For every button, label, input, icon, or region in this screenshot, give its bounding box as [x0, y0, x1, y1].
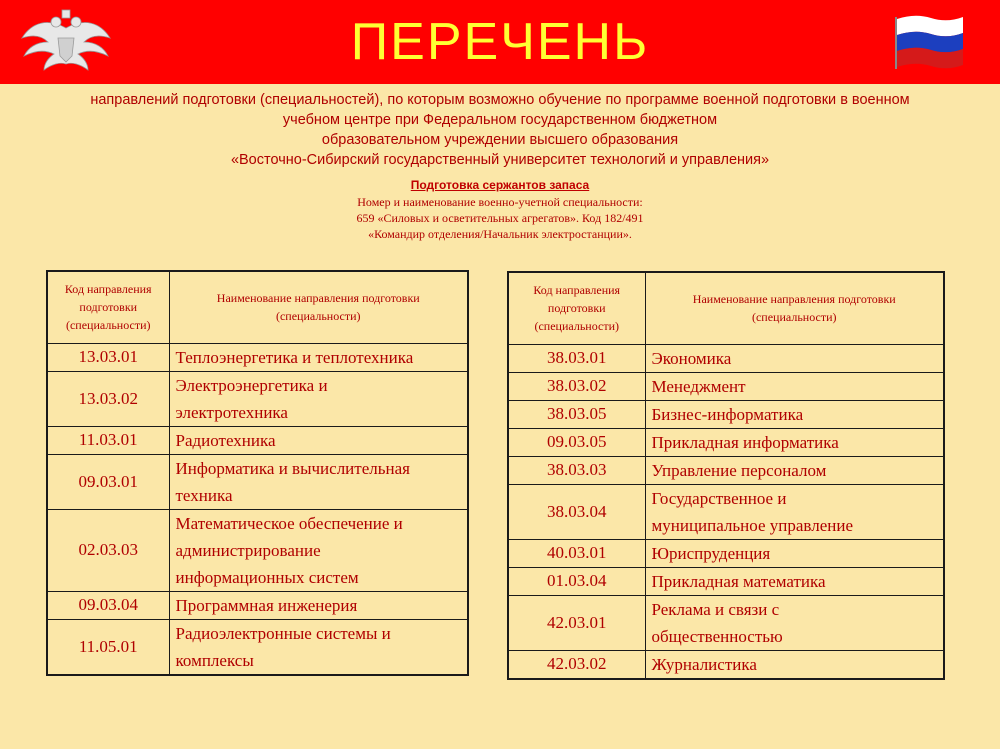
spec-line: 659 «Силовых и осветительных агрегатов». Код 182/491	[356, 211, 644, 225]
section-title: Подготовка сержантов запаса	[410, 178, 590, 192]
direction-name-line: Электроэнергетика и	[175, 375, 328, 395]
direction-name-line: Радиоэлектронные системы и	[175, 623, 391, 643]
direction-code: 09.03.01	[47, 454, 169, 509]
direction-code: 13.03.02	[47, 371, 169, 426]
table-row	[47, 454, 468, 509]
direction-name	[645, 484, 944, 539]
direction-name	[169, 591, 468, 619]
direction-name	[645, 567, 944, 595]
specialty-description	[0, 194, 1000, 242]
name-column-header: Наименование направления подготовки (специальности)	[645, 272, 944, 344]
direction-name	[645, 344, 944, 372]
direction-name-line: Государственное и	[651, 488, 787, 508]
direction-name	[169, 619, 468, 675]
right-directions-table	[507, 271, 945, 680]
direction-name	[645, 372, 944, 400]
direction-name	[169, 509, 468, 591]
table-row	[47, 343, 468, 371]
table-row	[508, 456, 944, 484]
direction-name-line: комплексы	[175, 650, 254, 670]
direction-name-line: техника	[175, 485, 233, 505]
document-subtitle	[20, 90, 980, 170]
table-row	[47, 509, 468, 591]
direction-name-line: Управление персоналом	[651, 460, 827, 480]
direction-code: 02.03.03	[47, 509, 169, 591]
direction-name	[645, 456, 944, 484]
direction-name	[645, 650, 944, 679]
direction-name-line: Юриспруденция	[651, 543, 771, 563]
direction-code: 38.03.01	[508, 344, 645, 372]
table-row	[508, 372, 944, 400]
direction-name	[645, 400, 944, 428]
direction-name-line: Радиотехника	[175, 430, 276, 450]
direction-code: 11.05.01	[47, 619, 169, 675]
direction-name-line: Прикладная математика	[651, 571, 826, 591]
direction-name-line: общественностью	[651, 626, 783, 646]
direction-code: 38.03.04	[508, 484, 645, 539]
direction-code: 40.03.01	[508, 539, 645, 567]
direction-name-line: Программная инженерия	[175, 595, 358, 615]
direction-name	[645, 539, 944, 567]
direction-name	[169, 426, 468, 454]
table-row	[508, 539, 944, 567]
table-row	[47, 619, 468, 675]
direction-code: 42.03.02	[508, 650, 645, 679]
code-column-header: Код направления подготовки (специальности)	[508, 272, 645, 344]
table-row	[508, 428, 944, 456]
direction-code: 09.03.04	[47, 591, 169, 619]
left-directions-table	[46, 270, 469, 676]
direction-name	[169, 343, 468, 371]
header-banner	[0, 0, 1000, 84]
name-column-header: Наименование направления подготовки (специальности)	[169, 271, 468, 343]
table-row	[508, 400, 944, 428]
direction-code: 11.03.01	[47, 426, 169, 454]
direction-name-line: электротехника	[175, 402, 288, 422]
direction-name-line: муниципальное управление	[651, 515, 853, 535]
table-row	[508, 567, 944, 595]
table-row	[47, 371, 468, 426]
subtitle-line: учебном центре при Федеральном государственном бюджетном	[282, 112, 718, 128]
direction-code: 13.03.01	[47, 343, 169, 371]
direction-name-line: Теплоэнергетика и теплотехника	[175, 347, 414, 367]
direction-code: 09.03.05	[508, 428, 645, 456]
direction-name-line: Менеджмент	[651, 376, 746, 396]
table-row	[47, 591, 468, 619]
table-row	[508, 595, 944, 650]
direction-name	[169, 454, 468, 509]
direction-name	[645, 595, 944, 650]
subtitle-line: направлений подготовки (специальностей), по которым возможно обучение по программе военной подготовки в военном	[90, 92, 910, 108]
direction-name-line: Журналистика	[651, 654, 757, 674]
direction-name-line: Информатика и вычислительная	[175, 458, 410, 478]
page-title: ПЕРЕЧЕНЬ	[350, 13, 650, 71]
direction-name-line: Реклама и связи с	[651, 599, 780, 619]
table-header-row	[508, 272, 944, 344]
direction-name	[169, 371, 468, 426]
subtitle-line: образовательном учреждении высшего образования	[321, 132, 679, 148]
direction-code: 38.03.02	[508, 372, 645, 400]
table-row	[508, 484, 944, 539]
russian-flag-icon	[893, 13, 967, 69]
direction-code: 01.03.04	[508, 567, 645, 595]
direction-name-line: Математическое обеспечение и	[175, 513, 403, 533]
direction-name-line: Прикладная информатика	[651, 432, 839, 452]
table-row	[508, 650, 944, 679]
direction-code: 38.03.03	[508, 456, 645, 484]
direction-name-line: Бизнес-информатика	[651, 404, 804, 424]
table-header-row	[47, 271, 468, 343]
spec-line: Номер и наименование военно-учетной специальности:	[357, 195, 643, 209]
spec-line: «Командир отделения/Начальник электростанции».	[368, 227, 632, 241]
double-headed-eagle-emblem-icon	[18, 8, 114, 76]
direction-name-line: Экономика	[651, 348, 732, 368]
table-row	[508, 344, 944, 372]
direction-code: 38.03.05	[508, 400, 645, 428]
code-column-header: Код направления подготовки (специальности)	[47, 271, 169, 343]
direction-name-line: информационных систем	[175, 567, 359, 587]
direction-name	[645, 428, 944, 456]
subtitle-line: «Восточно-Сибирский государственный университет технологий и управления»	[230, 152, 770, 168]
direction-code: 42.03.01	[508, 595, 645, 650]
table-row	[47, 426, 468, 454]
direction-name-line: администрирование	[175, 540, 321, 560]
